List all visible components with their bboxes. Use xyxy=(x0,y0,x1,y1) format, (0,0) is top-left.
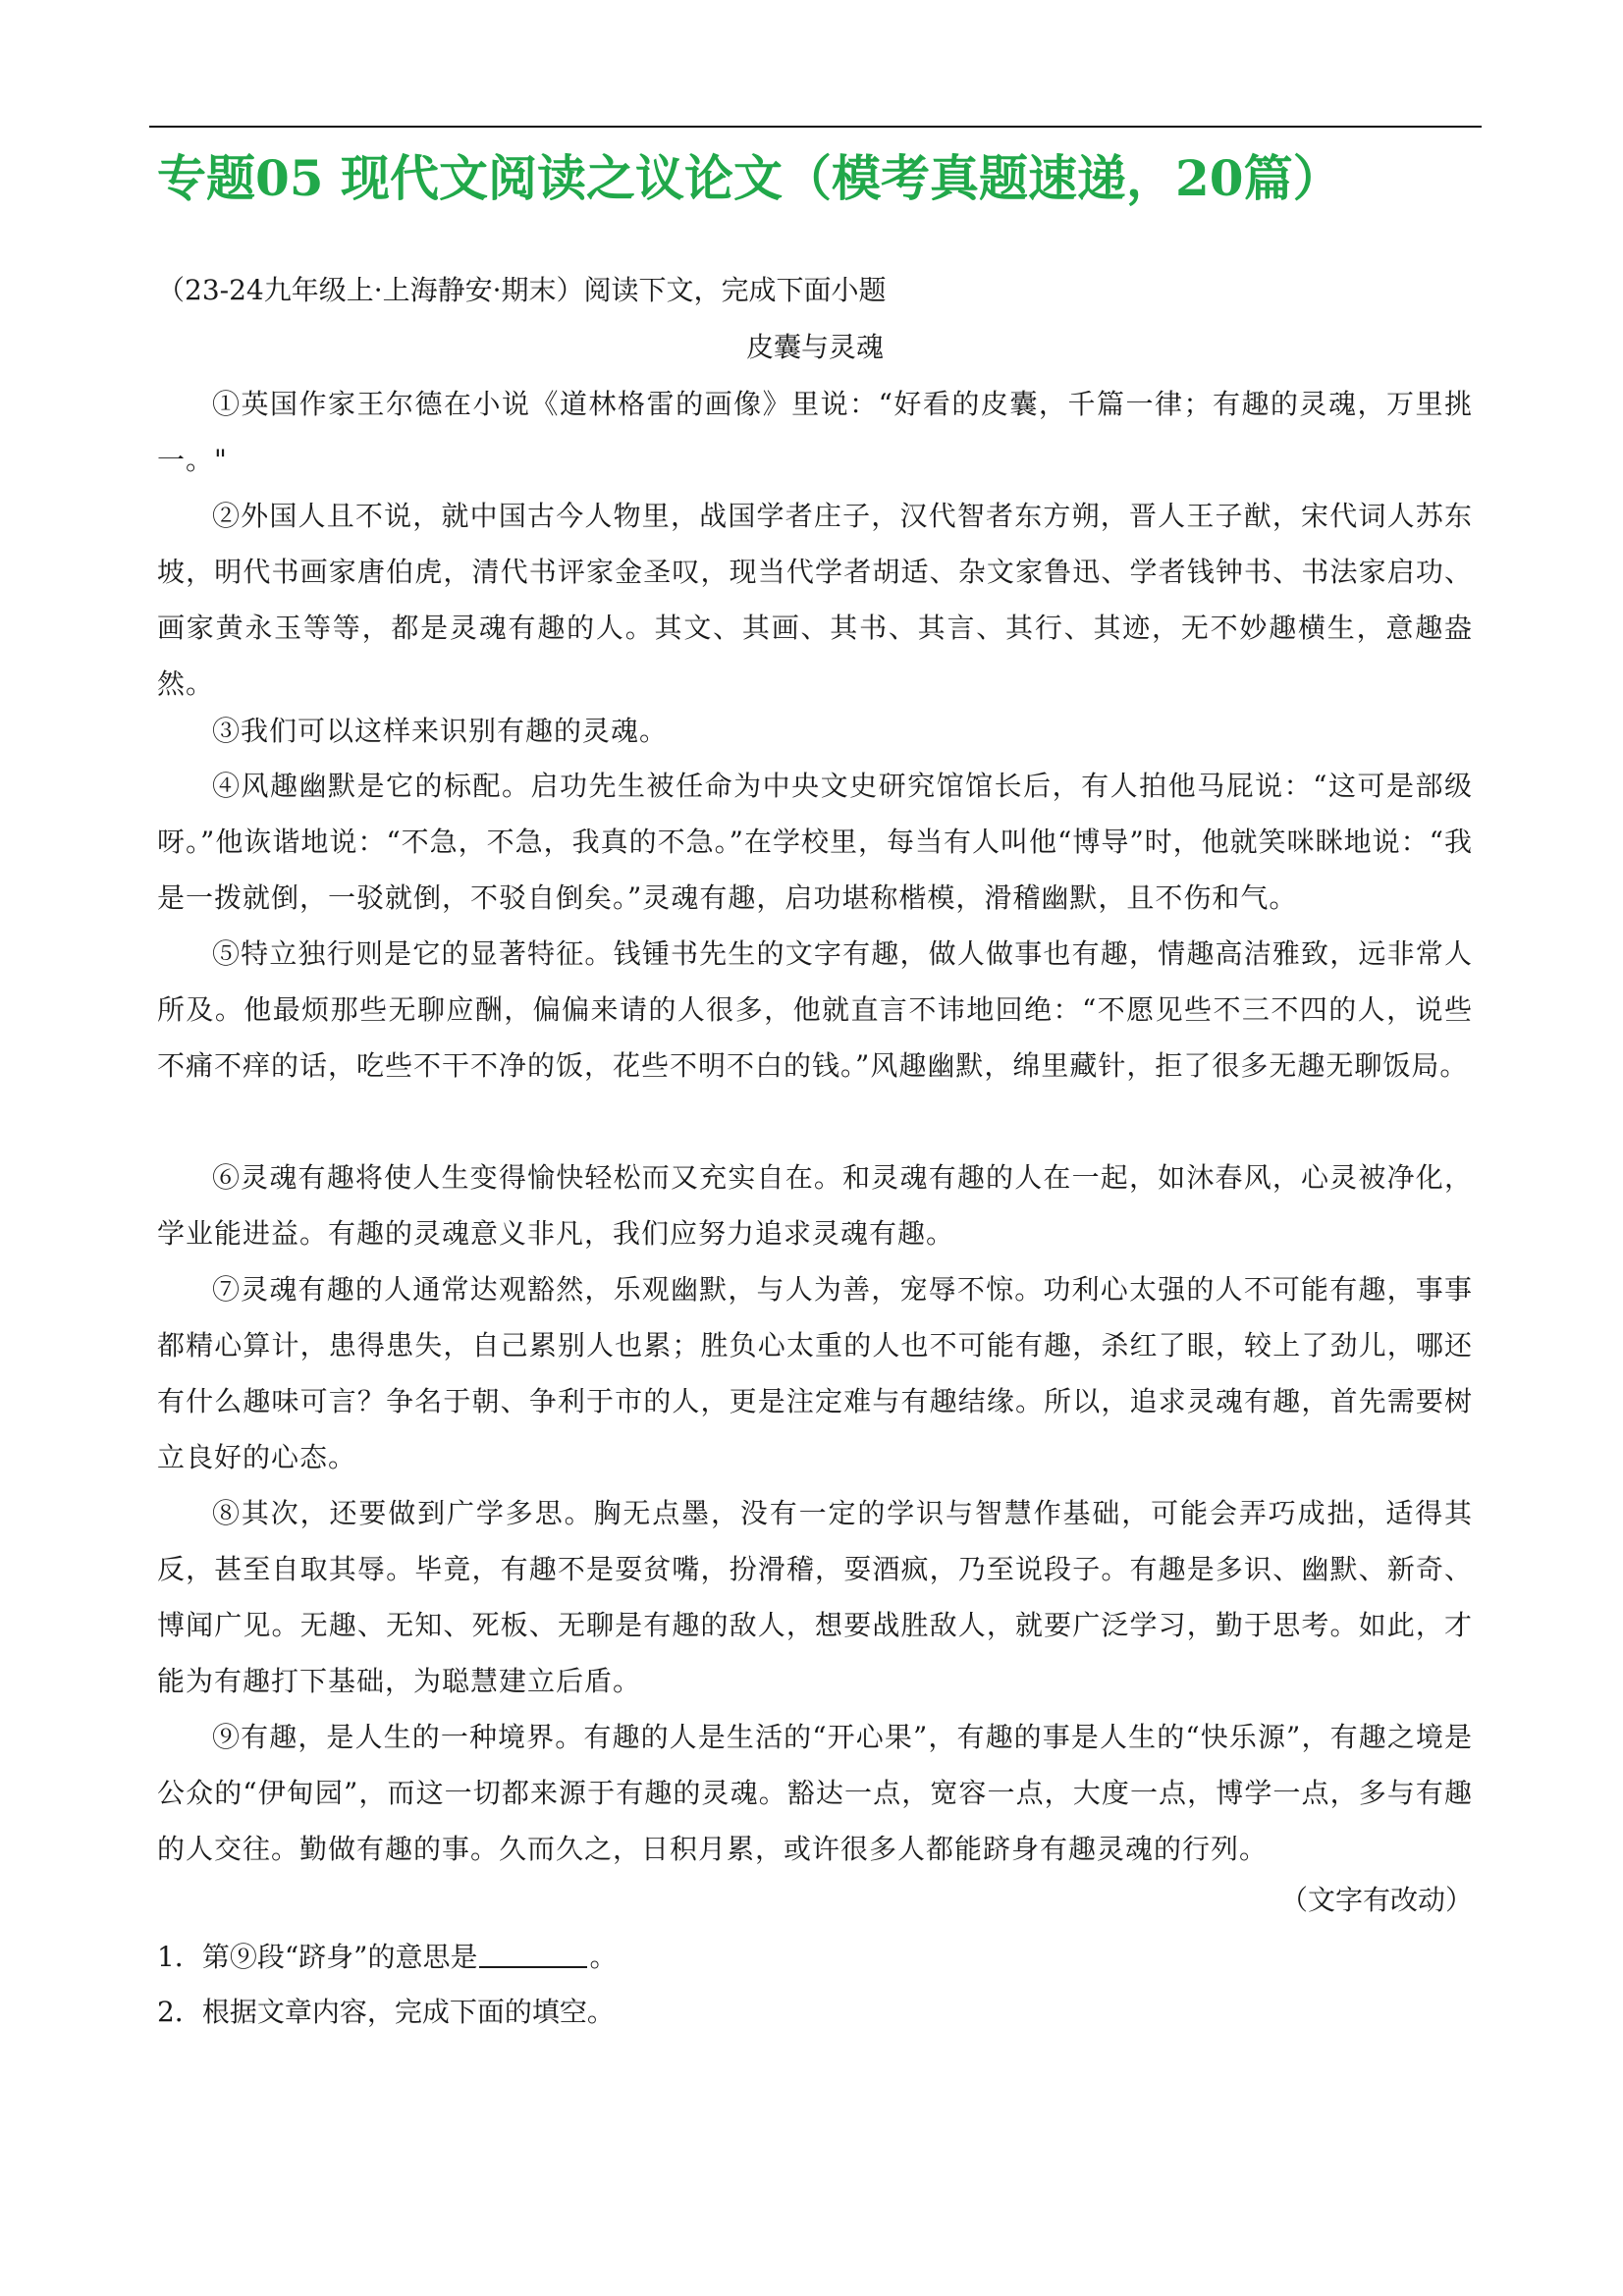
paragraph-3: ③我们可以这样来识别有趣的灵魂。 xyxy=(212,715,669,747)
question-1-text: 1．第⑨段“跻身”的意思是 xyxy=(157,1941,478,1973)
paragraph-9: ⑨有趣，是人生的一种境界。有趣的人是生活的“开心果”，有趣的事是人生的“快乐源”，有趣之境是公众的“伊甸园”，而这一切都来源于有趣的灵魂。豁达一点，宽容一点，大度一点，博学一点，多与有趣的人交往。勤做有趣的事。久而久之，日积月累，或许很多人都能跻身有趣灵魂的行列。 xyxy=(157,1721,1473,1865)
header-rule xyxy=(149,126,1482,128)
paragraph-6: ⑥灵魂有趣将使人生变得愉快轻松而又充实自在。和灵魂有趣的人在一起，如沐春风，心灵被净化，学业能进益。有趣的灵魂意义非凡，我们应努力追求灵魂有趣。 xyxy=(157,1161,1473,1250)
paragraph-2: ②外国人且不说，就中国古今人物里，战国学者庄子，汉代智者东方朔，晋人王子猷，宋代词人苏东坡，明代书画家唐伯虎，清代书评家金圣叹，现当代学者胡适、杂文家鲁迅、学者钱钟书、书法家启功、画家黄永玉等等，都是灵魂有趣的人。其文、其画、其书、其言、其行、其迹，无不妙趣横生，意趣盎然。 xyxy=(157,500,1473,700)
paragraph-1: ①英国作家王尔德在小说《道林格雷的画像》里说：“好看的皮囊，千篇一律；有趣的灵魂，万里挑一。" xyxy=(157,388,1473,476)
answer-blank[interactable] xyxy=(479,1937,587,1968)
question-2-text: 2．根据文章内容，完成下面的填空。 xyxy=(157,1996,615,2028)
paragraph-8: ⑧其次，还要做到广学多思。胸无点墨，没有一定的学识与智慧作基础，可能会弄巧成拙，适得其反，甚至自取其辱。毕竟，有趣不是耍贫嘴，扮滑稽，耍酒疯，乃至说段子。有趣是多识、幽默、新奇、博闻广见。无趣、无知、死板、无聊是有趣的敌人，想要战胜敌人，就要广泛学习，勤于思考。如此，才能为有趣打下基础，为聪慧建立后盾。 xyxy=(157,1497,1473,1697)
article-title: 皮囊与灵魂 xyxy=(745,331,884,363)
paragraph-5: ⑤特立独行则是它的显著特征。钱锺书先生的文字有趣，做人做事也有趣，情趣高洁雅致，远非常人所及。他最烦那些无聊应酬，偏偏来请的人很多，他就直言不讳地回绝：“不愿见些不三不四的人，说些不痛不痒的话，吃些不干不净的饭，花些不明不白的钱。”风趣幽默，绵里藏针，拒了很多无趣无聊饭局。 xyxy=(157,937,1473,1082)
paragraph-7: ⑦灵魂有趣的人通常达观豁然，乐观幽默，与人为善，宠辱不惊。功利心太强的人不可能有趣，事事都精心算计，患得患失，自己累别人也累；胜负心太重的人也不可能有趣，杀红了眼，较上了劲儿，哪还有什么趣味可言？争名于朝、争利于市的人，更是注定难与有趣结缘。所以，追求灵魂有趣，首先需要树立良好的心态。 xyxy=(157,1273,1473,1473)
paragraph-4: ④风趣幽默是它的标配。启功先生被任命为中央文史研究馆馆长后，有人拍他马屁说：“这可是部级呀。”他诙谐地说：“不急，不急，我真的不急。”在学校里，每当有人叫他“博导”时，他就笑咪眯地说：“我是一拨就倒，一驳就倒，不驳自倒矣。”灵魂有趣，启功堪称楷模，滑稽幽默，且不伤和气。 xyxy=(157,770,1473,914)
page-title: 专题05 现代文阅读之议论文（模考真题速递，20篇） xyxy=(157,149,1342,207)
question-1 xyxy=(157,1934,1473,1981)
question-source: （23-24九年级上·上海静安·期末）阅读下文，完成下面小题 xyxy=(157,274,887,306)
question-2 xyxy=(157,1989,1473,2036)
edit-note: （文字有改动） xyxy=(1279,1884,1473,1916)
question-1-end: 。 xyxy=(589,1941,618,1973)
